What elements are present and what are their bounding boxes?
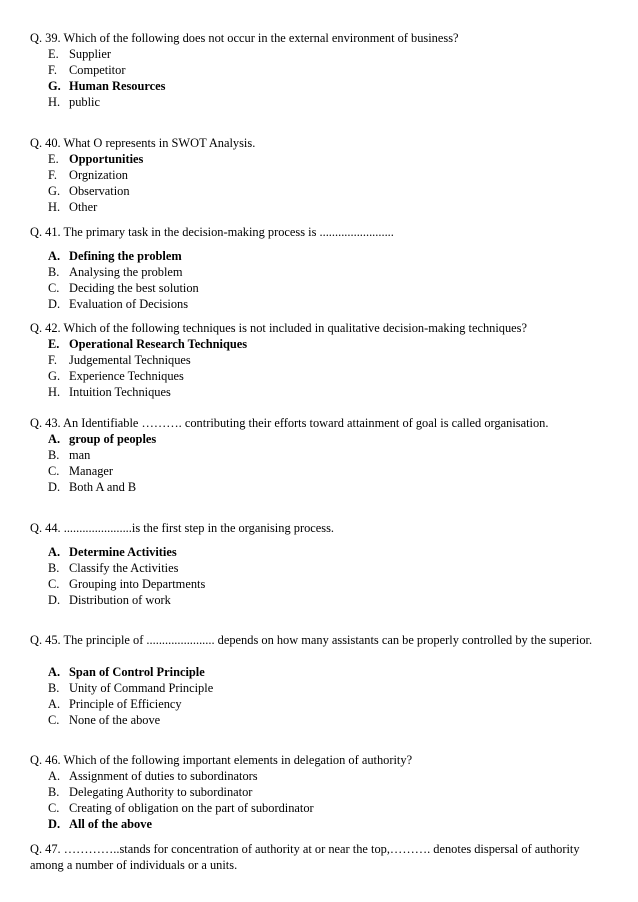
option-text: Orgnization <box>69 168 128 182</box>
option-letter: H. <box>48 200 61 214</box>
option-letter: B. <box>48 681 60 695</box>
option-46-c <box>48 800 314 816</box>
option-letter: E. <box>48 47 59 61</box>
option-letter: D. <box>48 480 61 494</box>
question-44: Q. 44. ......................is the first step in the organising process. <box>30 521 334 535</box>
option-letter: C. <box>48 281 60 295</box>
option-text: Principle of Efficiency <box>69 697 182 711</box>
option-text: Judgemental Techniques <box>69 353 191 367</box>
option-letter: C. <box>48 577 60 591</box>
option-46-a <box>48 768 258 784</box>
option-letter: C. <box>48 713 60 727</box>
option-letter: A. <box>48 249 61 263</box>
option-text: man <box>69 448 91 462</box>
option-39-g-answer <box>48 78 166 94</box>
question-47: Q. 47. …………..stands for concentration of authority at or near the top,………. denotes dispersal of authority among a number of individuals or a units. <box>30 842 580 872</box>
option-letter: E. <box>48 337 60 351</box>
option-39-h <box>48 94 100 110</box>
option-text: Defining the problem <box>69 249 182 263</box>
option-40-f <box>48 167 128 183</box>
option-letter: E. <box>48 152 59 166</box>
option-text: All of the above <box>69 817 152 831</box>
option-44-d <box>48 592 171 608</box>
option-40-g <box>48 183 130 199</box>
option-text: Span of Control Principle <box>69 665 205 679</box>
option-letter: A. <box>48 697 61 711</box>
option-39-e <box>48 46 111 62</box>
option-letter: B. <box>48 785 60 799</box>
option-43-b <box>48 447 90 463</box>
option-46-d-answer <box>48 816 152 832</box>
option-41-b <box>48 264 183 280</box>
option-text: Delegating Authority to subordinator <box>69 785 253 799</box>
option-letter: D. <box>48 817 61 831</box>
option-text: group of peoples <box>69 432 157 446</box>
option-text: None of the above <box>69 713 161 727</box>
option-text: public <box>69 95 100 109</box>
option-text: Grouping into Departments <box>69 577 206 591</box>
option-40-e-answer <box>48 151 143 167</box>
option-42-h <box>48 384 171 400</box>
option-text: Distribution of work <box>69 593 171 607</box>
option-42-f <box>48 352 191 368</box>
option-text: Operational Research Techniques <box>69 337 248 351</box>
question-46: Q. 46. Which of the following important elements in delegation of authority? <box>30 753 413 767</box>
option-43-c <box>48 463 113 479</box>
option-text: Creating of obligation on the part of subordinator <box>69 801 314 815</box>
option-44-a-answer <box>48 544 177 560</box>
option-44-c <box>48 576 205 592</box>
option-43-a-answer <box>48 431 156 447</box>
option-text: Human Resources <box>69 79 166 93</box>
option-42-g <box>48 368 184 384</box>
option-letter: B. <box>48 561 60 575</box>
option-text: Competitor <box>69 63 126 77</box>
option-text: Opportunities <box>69 152 144 166</box>
option-45-b <box>48 680 213 696</box>
option-46-b <box>48 784 252 800</box>
option-letter: G. <box>48 369 61 383</box>
option-letter: A. <box>48 545 61 559</box>
option-letter: F. <box>48 168 57 182</box>
option-41-a-answer <box>48 248 182 264</box>
option-text: Observation <box>69 184 130 198</box>
option-39-f <box>48 62 125 78</box>
option-letter: B. <box>48 265 60 279</box>
option-text: Classify the Activities <box>69 561 179 575</box>
option-letter: F. <box>48 63 57 77</box>
option-41-d <box>48 296 188 312</box>
option-text: Experience Techniques <box>69 369 184 383</box>
option-45-a-answer <box>48 664 205 680</box>
option-text: Analysing the problem <box>69 265 183 279</box>
option-text: Unity of Command Principle <box>69 681 214 695</box>
question-45: Q. 45. The principle of ...................... depends on how many assistants can be properly controlled by the superior. <box>30 633 593 647</box>
option-letter: H. <box>48 385 61 399</box>
question-40: Q. 40. What O represents in SWOT Analysis. <box>30 136 256 150</box>
option-letter: D. <box>48 593 61 607</box>
option-text: Deciding the best solution <box>69 281 199 295</box>
option-text: Supplier <box>69 47 111 61</box>
option-letter: H. <box>48 95 61 109</box>
option-text: Determine Activities <box>69 545 177 559</box>
option-40-h <box>48 199 97 215</box>
option-letter: C. <box>48 801 60 815</box>
option-letter: F. <box>48 353 57 367</box>
option-45-a2 <box>48 696 182 712</box>
option-42-e-answer <box>48 336 247 352</box>
question-43: Q. 43. An Identifiable ………. contributing their efforts toward attainment of goal is called organisation. <box>30 416 549 430</box>
option-45-c <box>48 712 160 728</box>
question-42: Q. 42. Which of the following techniques is not included in qualitative decision-making techniques? <box>30 321 528 335</box>
question-39: Q. 39. Which of the following does not occur in the external environment of business? <box>30 31 459 45</box>
option-letter: G. <box>48 79 61 93</box>
option-text: Assignment of duties to subordinators <box>69 769 258 783</box>
option-44-b <box>48 560 178 576</box>
option-text: Evaluation of Decisions <box>69 297 189 311</box>
option-text: Manager <box>69 464 114 478</box>
option-letter: B. <box>48 448 60 462</box>
option-letter: A. <box>48 432 61 446</box>
option-letter: A. <box>48 665 61 679</box>
question-41: Q. 41. The primary task in the decision-making process is ........................ <box>30 225 394 239</box>
option-letter: D. <box>48 297 61 311</box>
option-letter: A. <box>48 769 61 783</box>
option-text: Other <box>69 200 98 214</box>
option-41-c <box>48 280 199 296</box>
option-43-d <box>48 479 136 495</box>
option-letter: G. <box>48 184 61 198</box>
option-text: Both A and B <box>69 480 137 494</box>
option-text: Intuition Techniques <box>69 385 171 399</box>
option-letter: C. <box>48 464 60 478</box>
